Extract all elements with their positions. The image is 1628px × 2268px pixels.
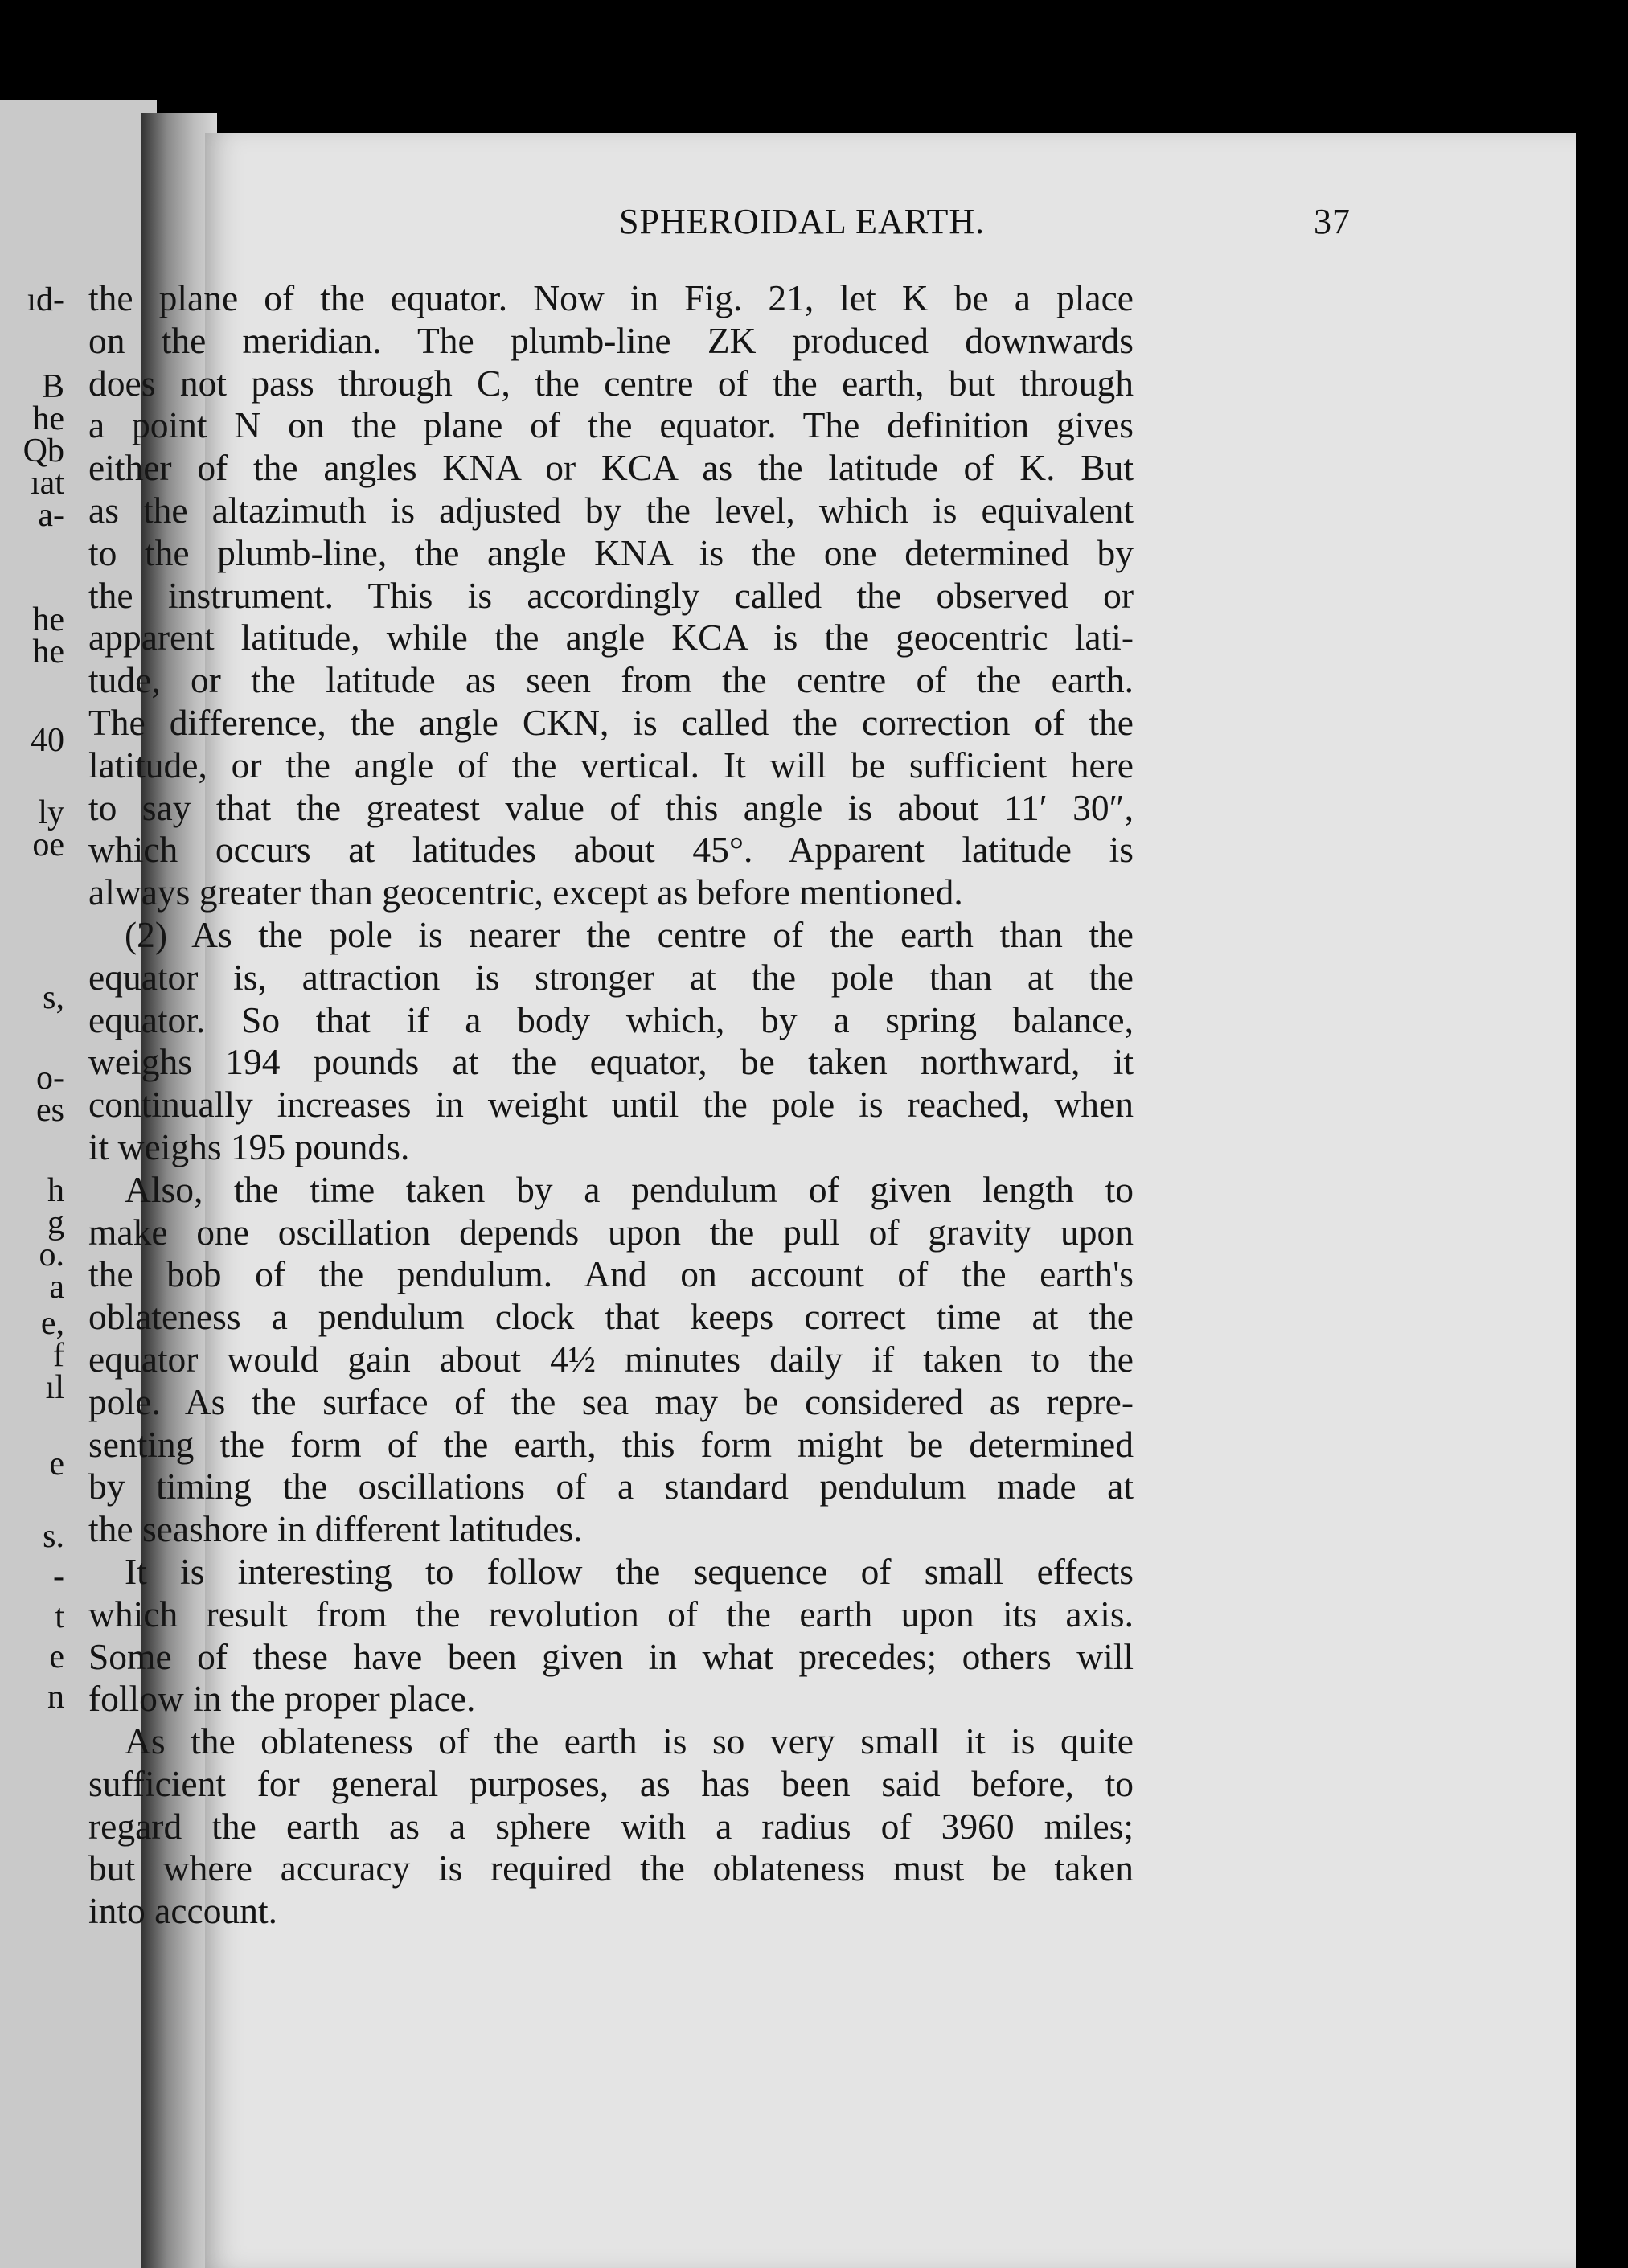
facing-page-text-fragment: n [47,1679,64,1716]
text-line: latitude, or the angle of the vertical. It will be sufficient here [88,744,1134,785]
text-line: a point N on the plane of the equator. The definition gives [88,404,1134,446]
text-line: into account. [88,1890,278,1932]
facing-page-text-fragment: t [55,1598,64,1635]
text-line: follow in the proper place. [88,1678,476,1720]
text-line: the plane of the equator. Now in Fig. 21, let K be a place [88,277,1134,318]
paragraph [88,914,1134,1169]
text-line: regard the earth as a sphere with a radius of 3960 miles; [88,1805,1134,1847]
facing-page-text-fragment: e, [40,1305,64,1342]
text-line: always greater than geocentric, except as before mentioned. [88,872,963,913]
text-line: to say that the greatest value of this angle is about 11′ 30″, [88,786,1134,828]
text-line: tude, or the latitude as seen from the centre of the earth. [88,659,1134,701]
facing-page-text-fragment: s, [43,979,64,1016]
text-line: The difference, the angle CKN, is called the correction of the [88,701,1134,743]
paragraph [88,1720,1134,1933]
facing-page-text-fragment: - [53,1558,64,1595]
facing-page-text-fragment: e [49,1638,64,1675]
text-line: continually increases in weight until the pole is reached, when [88,1084,1134,1126]
text-line: weighs 194 pounds at the equator, be taken northward, it [88,1041,1134,1083]
facing-page-text-fragment: ly [38,794,64,831]
facing-page-text-fragment: s. [43,1518,64,1555]
facing-page-text-fragment: f [53,1337,64,1374]
text-line: As the oblateness of the earth is so very small it is quite [125,1720,1134,1762]
text-line: which occurs at latitudes about 45°. Apparent latitude is [88,829,1134,871]
page-body-text [88,277,1134,1933]
facing-page-text-fragment: 40 [31,722,64,759]
text-line: it weighs 195 pounds. [88,1126,410,1167]
text-line: either of the angles KNA or KCA as the latitude of K. But [88,447,1134,489]
text-line: the bob of the pendulum. And on account of the earth's [88,1253,1134,1295]
facing-page-text-fragment: B [41,368,64,405]
facing-page-text-fragment: a [49,1269,64,1306]
facing-page-text-fragment: he [32,400,64,437]
text-line: by timing the oscillations of a standard pendulum made at [88,1466,1134,1507]
facing-page-text-fragment: es [36,1092,64,1129]
text-line: equator is, attraction is stronger at the pole than at the [88,956,1134,998]
facing-page-text-fragment: he [32,634,64,671]
text-line: the seashore in different latitudes. [88,1508,583,1550]
text-line: but where accuracy is required the oblateness must be taken [88,1848,1134,1889]
text-line: to the plumb-line, the angle KNA is the one determined by [88,531,1134,573]
text-line: which result from the revolution of the earth upon its axis. [88,1593,1134,1634]
text-line: Also, the time taken by a pendulum of given length to [125,1168,1134,1210]
text-line: oblateness a pendulum clock that keeps correct time at the [88,1296,1134,1338]
text-line: make one oscillation depends upon the pull of gravity upon [88,1211,1134,1253]
text-line: on the meridian. The plumb-line ZK produced downwards [88,319,1134,361]
facing-page-text-fragment: ıd- [27,281,64,318]
page-number: 37 [1314,202,1351,241]
paragraph [88,1551,1134,1720]
facing-page-text-fragment: he [32,601,64,638]
facing-page-text-fragment: a- [38,497,64,534]
facing-page-text-fragment: o. [39,1237,64,1273]
paragraph [88,277,1134,914]
facing-page-text-fragment: e [49,1446,64,1483]
text-line: (2) As the pole is nearer the centre of the earth than the [125,913,1134,955]
text-line: pole. As the surface of the sea may be considered as repre- [88,1380,1134,1422]
text-line: sufficient for general purposes, as has been said before, to [88,1762,1134,1804]
text-line: as the altazimuth is adjusted by the level, which is equivalent [88,489,1134,531]
text-line: does not pass through C, the centre of the earth, but through [88,362,1134,404]
text-line: Some of these have been given in what precedes; others will [88,1635,1134,1677]
text-line: apparent latitude, while the angle KCA is the geocentric lati- [88,617,1134,658]
facing-page-text-fragment: h [47,1172,64,1209]
text-line: equator would gain about 4½ minutes daily if taken to the [88,1338,1134,1380]
running-header [410,201,1351,249]
text-line: equator. So that if a body which, by a spring balance, [88,999,1134,1040]
facing-page-text-fragment: o- [36,1060,64,1097]
text-line: the instrument. This is accordingly called the observed or [88,574,1134,616]
paragraph [88,1169,1134,1551]
facing-page-text-fragment: Qb [23,433,64,470]
text-line: It is interesting to follow the sequence of small effects [125,1550,1134,1592]
facing-page-text-fragment: g [47,1204,64,1241]
facing-page-text-fragment: oe [32,826,64,863]
facing-page-text-fragment: ıat [31,465,64,502]
page-header-title: SPHEROIDAL EARTH. [619,202,986,241]
text-line: senting the form of the earth, this form might be determined [88,1423,1134,1465]
facing-page-text-fragment: ıl [45,1369,64,1406]
